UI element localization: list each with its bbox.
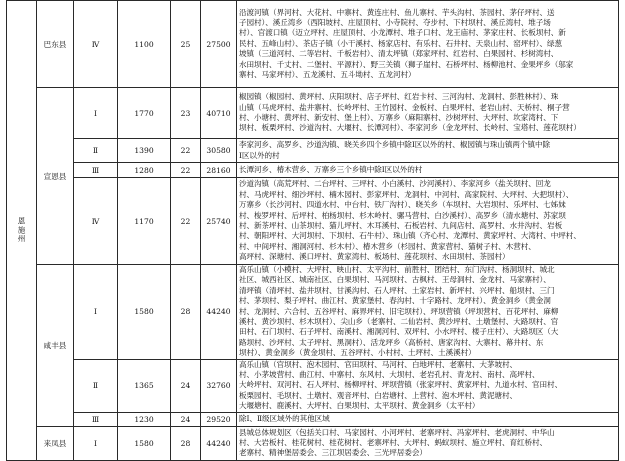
- multiplier-cell: 25: [171, 1, 201, 88]
- price-cell: 1580: [118, 265, 171, 360]
- multiplier-cell: 22: [171, 139, 201, 163]
- area-description-cell: 县城总体规划区（包括关口村、马家园村、小河坪村、老寨坪村、冯家坪村、老虎洞村、中华山 村、大岩板村、桂花树村、桂花树村、老寨坪村、大坪村、蚂蚁坝村、施立坪村、育红桥村、 老寨村、精神堡居委会、三江坝居委会、三光坪居委会）: [237, 426, 619, 460]
- prefecture-cell: 恩施州: [7, 1, 37, 461]
- multiplier-cell: 28: [171, 426, 201, 460]
- total-cell: 28160: [201, 163, 237, 178]
- table-row: [7, 265, 619, 360]
- area-description-cell: 高乐山镇（官坝村、泡木园村、官田坝村、马河村、白地坪村、老寨村、大茅坡村、 村、小茅坡营村、曲江村、中寨村、东风村、大坝村、老岩孔村、青龙村、南村、高坪村、 大岭坪村、双河村、石人坪村、杨柳坪村、坪坝营镇（张家坪村、黄家坪村、九道水村、官田村、 板栗园村、毛坝村、土墩村、观音坪村、白岩塘村、上营村、泡木坪村、黄泥塘村、 大堰塘村、鹿溪村、大坪村、白果坝村、太平坝村、黄金洞乡（太平村）: [237, 359, 619, 412]
- total-cell: 44240: [201, 426, 237, 460]
- zone-cell: Ⅰ: [74, 88, 118, 139]
- area-description-cell: 沿渡河镇（界河村、大花村、中寨村、黄连庄村、鱼儿寨村、芋头沟村、茶园村、茅仔坪村、送 子园村）、溪丘湾乡（西阳坡村、庄屋顶村、小寺院村、夺步村、下村坝村、溪丘湾村、堆子场 村）、官渡口镇（迈立坪村、庄屋顶村、小龙潭村、堆子口村、龙王庙村、茅家庄村、长板坝村、新 民村、五峰山村）、茶店子镇（小干溪村、杨家店村、有乐村、石井村、天泉山村、窑坪村）、绿葱 坡镇（三道河村、二等岩村、千板岩村）、清太坪镇（郑家坪村、红岩村、白果园村、杉树湾村、 水田坝村、千丈村、二堡村、平源村）、野三关镇（狮子崖村、石桥坪村、杨柳池村、金果坪乡（邬家 寨村、马家坪村）、五龙溪村、五斗坳村、五龙河村）: [237, 1, 619, 88]
- table-row: [7, 412, 619, 426]
- total-cell: 30580: [201, 139, 237, 163]
- price-cell: 1100: [118, 1, 171, 88]
- total-cell: 44240: [201, 265, 237, 360]
- zone-cell: Ⅱ: [74, 139, 118, 163]
- price-cell: 1390: [118, 139, 171, 163]
- total-cell: 32760: [201, 359, 237, 412]
- zone-cell: Ⅳ: [74, 1, 118, 88]
- total-cell: 25740: [201, 178, 237, 265]
- table-row: [7, 1, 619, 88]
- total-cell: 27500: [201, 1, 237, 88]
- table-row: [7, 359, 619, 412]
- total-cell: 40710: [201, 88, 237, 139]
- table-row: [7, 88, 619, 139]
- multiplier-cell: 28: [171, 265, 201, 360]
- price-cell: 1365: [118, 359, 171, 412]
- multiplier-cell: 24: [171, 359, 201, 412]
- zone-cell: Ⅱ: [74, 359, 118, 412]
- price-cell: 1770: [118, 88, 171, 139]
- area-description-cell: 高乐山镇（小模村、大坪村、映山村、太平沟村、前胜村、团结村、东门沟村、杨洞坝村、城北 社区、城西社区、城南社区、白果坝村、马河坝村、古枫村、王母洞村、金龙村、马家寨村）、 清坪镇（清坪村、盐井坝村、甘溪沟村、石人坪村、土家岩村、新坪村、兴坪村、船坝村、三门 村、茅坝村、梨子坪村、曲江村、黄家堡村、春沟村、十字路村、龙坪村）、黄金洞乡（黄金洞 村、龙洞村、六合村、五谷坪村、麻界坪村、旧宅坝村）、坪坝营镇（坪坝营村、百花坪村、麻柳 溪村、黄沙坝村、杉木坝村）、尖山乡（老寨村、二仙岩村、黄沙坪村、土墩堡村、大路坝村、官 田村、石门坝村、石子坪村、南溪村、湘洞河村、双坪村、小水坪村、楼子庄村）、大路坝区（大 路坝村、沙坪村、太子坪村、黑洞村）、活龙坪乡（高桥村、唐家沟村、大寨村、幕井村、东 坝村）、黄金洞乡（黄金坝村、五谷坪村、小村村、土坪村、土溪溪村）: [237, 265, 619, 360]
- zone-cell: Ⅰ: [74, 265, 118, 360]
- table-row: [7, 139, 619, 163]
- price-cell: 1280: [118, 163, 171, 178]
- area-description-cell: 李家河乡、高罗乡、沙道沟镇、晓关乡四个乡镇中除Ⅰ区以外的村、椒园镇与珠山镇两个镇中除 Ⅰ区以外的村: [237, 139, 619, 163]
- zone-cell: Ⅳ: [74, 178, 118, 265]
- county-cell: 来凤县: [37, 426, 74, 460]
- price-cell: 1580: [118, 426, 171, 460]
- zone-cell: Ⅲ: [74, 412, 118, 426]
- price-cell: 1170: [118, 178, 171, 265]
- zone-cell: Ⅰ: [74, 426, 118, 460]
- multiplier-cell: 22: [171, 178, 201, 265]
- county-cell: 咸丰县: [37, 265, 74, 427]
- multiplier-cell: 23: [171, 88, 201, 139]
- price-cell: 1230: [118, 412, 171, 426]
- county-cell: 巴东县: [37, 1, 74, 88]
- total-cell: 29520: [201, 412, 237, 426]
- table-row: [7, 426, 619, 460]
- land-price-table: [6, 0, 619, 461]
- area-description-cell: 椒园镇（椒园村、黄坪村、庆阳坝村、店子坪村、红岩卡村、三河沟村、龙洞村、彭胜林村）、珠 山镇（马虎坪村、盐井寨村、长岭坪村、王竹园村、金板村、白果坪村、老岩山村、天桥村、桐子营 村、小塘村、黄坪村、新安村、堡上村）、万寨乡（麻阳寨村、沙树坪村、大坪村、坎家湾村、下 坝村、板栗坪村、沙道沟村、大堰村、长潭河村）、李家河乡（金龙坪村、长岭村、宝塔村、莲花坝村）: [237, 88, 619, 139]
- area-description-cell: 除Ⅰ、Ⅱ级区域外的其他区域: [237, 412, 619, 426]
- zone-cell: Ⅲ: [74, 163, 118, 178]
- multiplier-cell: 22: [171, 163, 201, 178]
- multiplier-cell: 24: [171, 412, 201, 426]
- area-description-cell: 沙道沟镇（高荒坪村、二台坪村、三坪村、小白溪村、沙河溪村）、李家河乡（盐关坝村、回龙 村、马虎坪村、细沙坪村、楠木园村、彭家坪村、龙洞村、中河村、高家院村、大坪村、大把坝村）、 万寨乡（长沙河村、四道水村、中台村、铁厂沟村）、晓关乡（车坝村、大岩坝村、乐坪村、七姊妹 村、梭罗坪村、后坪村、柏杨坝村、杉木岭村、骡马营村、白沙溪村）、高罗乡（清水塘村、苏家坝 村、新茶坪村、山茶坝村、猫儿坪村、木耳溪村、石板岩村、九间店村、高罗村、水井沟村、岩板 村、朝阳坪村、大河坝村、下坝村、石牛村）、珠山镇（齐心村、龙潭村、黄家坪村、大湾村、中坪村、 村、中间坪村、湘洞河村、杉木村）、椿木营乡（杉园村、黄家营村、猫树子村、木营村、 高坪村、深塘村、溪口坪村、黄家湾村、板场村、莲花坝村、水田坝村、茶园村）: [237, 178, 619, 265]
- county-cell: 宣恩县: [37, 88, 74, 265]
- table-row: [7, 163, 619, 178]
- table-row: [7, 178, 619, 265]
- area-description-cell: 长潭河乡、椿木营乡、万寨乡三个乡镇中除Ⅰ区以外的村: [237, 163, 619, 178]
